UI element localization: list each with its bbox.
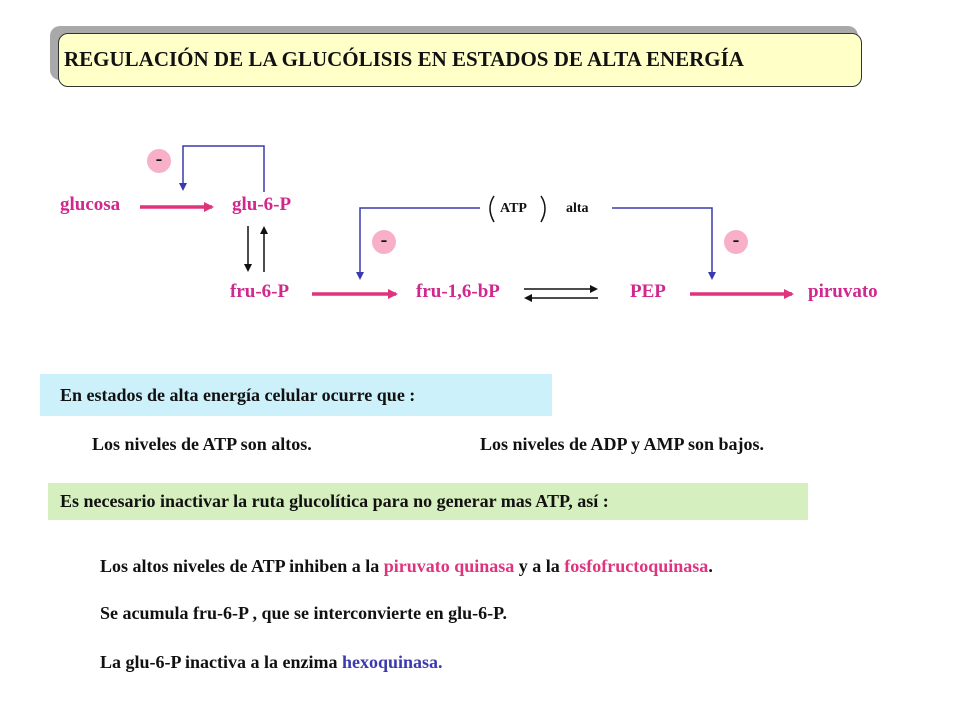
atp-bracket-right: [541, 196, 545, 222]
metabolite-glucosa: glucosa: [60, 194, 121, 215]
enzyme-hexoquinasa: hexoquinasa.: [342, 652, 443, 672]
metabolite-glu6p: glu-6-P: [232, 194, 292, 215]
feedback-atp-right: [612, 208, 712, 278]
atp-levels-text: Los niveles de ATP son altos.: [92, 434, 312, 454]
line-inhibit-end: .: [708, 556, 713, 576]
line-inhibit: [100, 556, 713, 577]
metabolite-fru6p: fru-6-P: [230, 281, 290, 302]
page-title: REGULACIÓN DE LA GLUCÓLISIS EN ESTADOS DE ALTA ENERGÍA: [64, 47, 744, 71]
metabolite-fru16bp: fru-1,6-bP: [416, 281, 500, 302]
line-accumulate: Se acumula fru-6-P , que se interconvierte en glu-6-P.: [100, 603, 507, 623]
alta-label: alta: [566, 201, 589, 216]
line-inhibit-a: Los altos niveles de ATP inhiben a la: [100, 556, 384, 576]
atp-bracket-left: [490, 196, 494, 222]
enzyme-piruvato-quinasa: piruvato quinasa: [383, 556, 515, 576]
feedback-glu6p: [183, 146, 264, 192]
adp-levels-text: Los niveles de ADP y AMP son bajos.: [480, 434, 765, 454]
intro-text: En estados de alta energía celular ocurre que :: [60, 385, 416, 405]
inhibition-fosfofructoquinasa: -: [372, 230, 396, 254]
metabolite-piruvato: piruvato: [808, 281, 878, 302]
line-inhibit-b: y a la: [514, 556, 565, 576]
need-text: Es necesario inactivar la ruta glucolítica para no generar mas ATP, así :: [60, 491, 609, 511]
enzyme-fosfofructoquinasa: fosfofructoquinasa: [564, 556, 709, 576]
line-hexoquinasa: [100, 652, 443, 673]
atp-label: ATP: [500, 201, 527, 216]
inhibition-piruvato-quinasa: -: [724, 230, 748, 254]
line-hexoquinasa-a: La glu-6-P inactiva a la enzima: [100, 652, 342, 672]
inhibition-hexoquinasa: -: [147, 149, 171, 173]
metabolite-pep: PEP: [630, 281, 666, 302]
